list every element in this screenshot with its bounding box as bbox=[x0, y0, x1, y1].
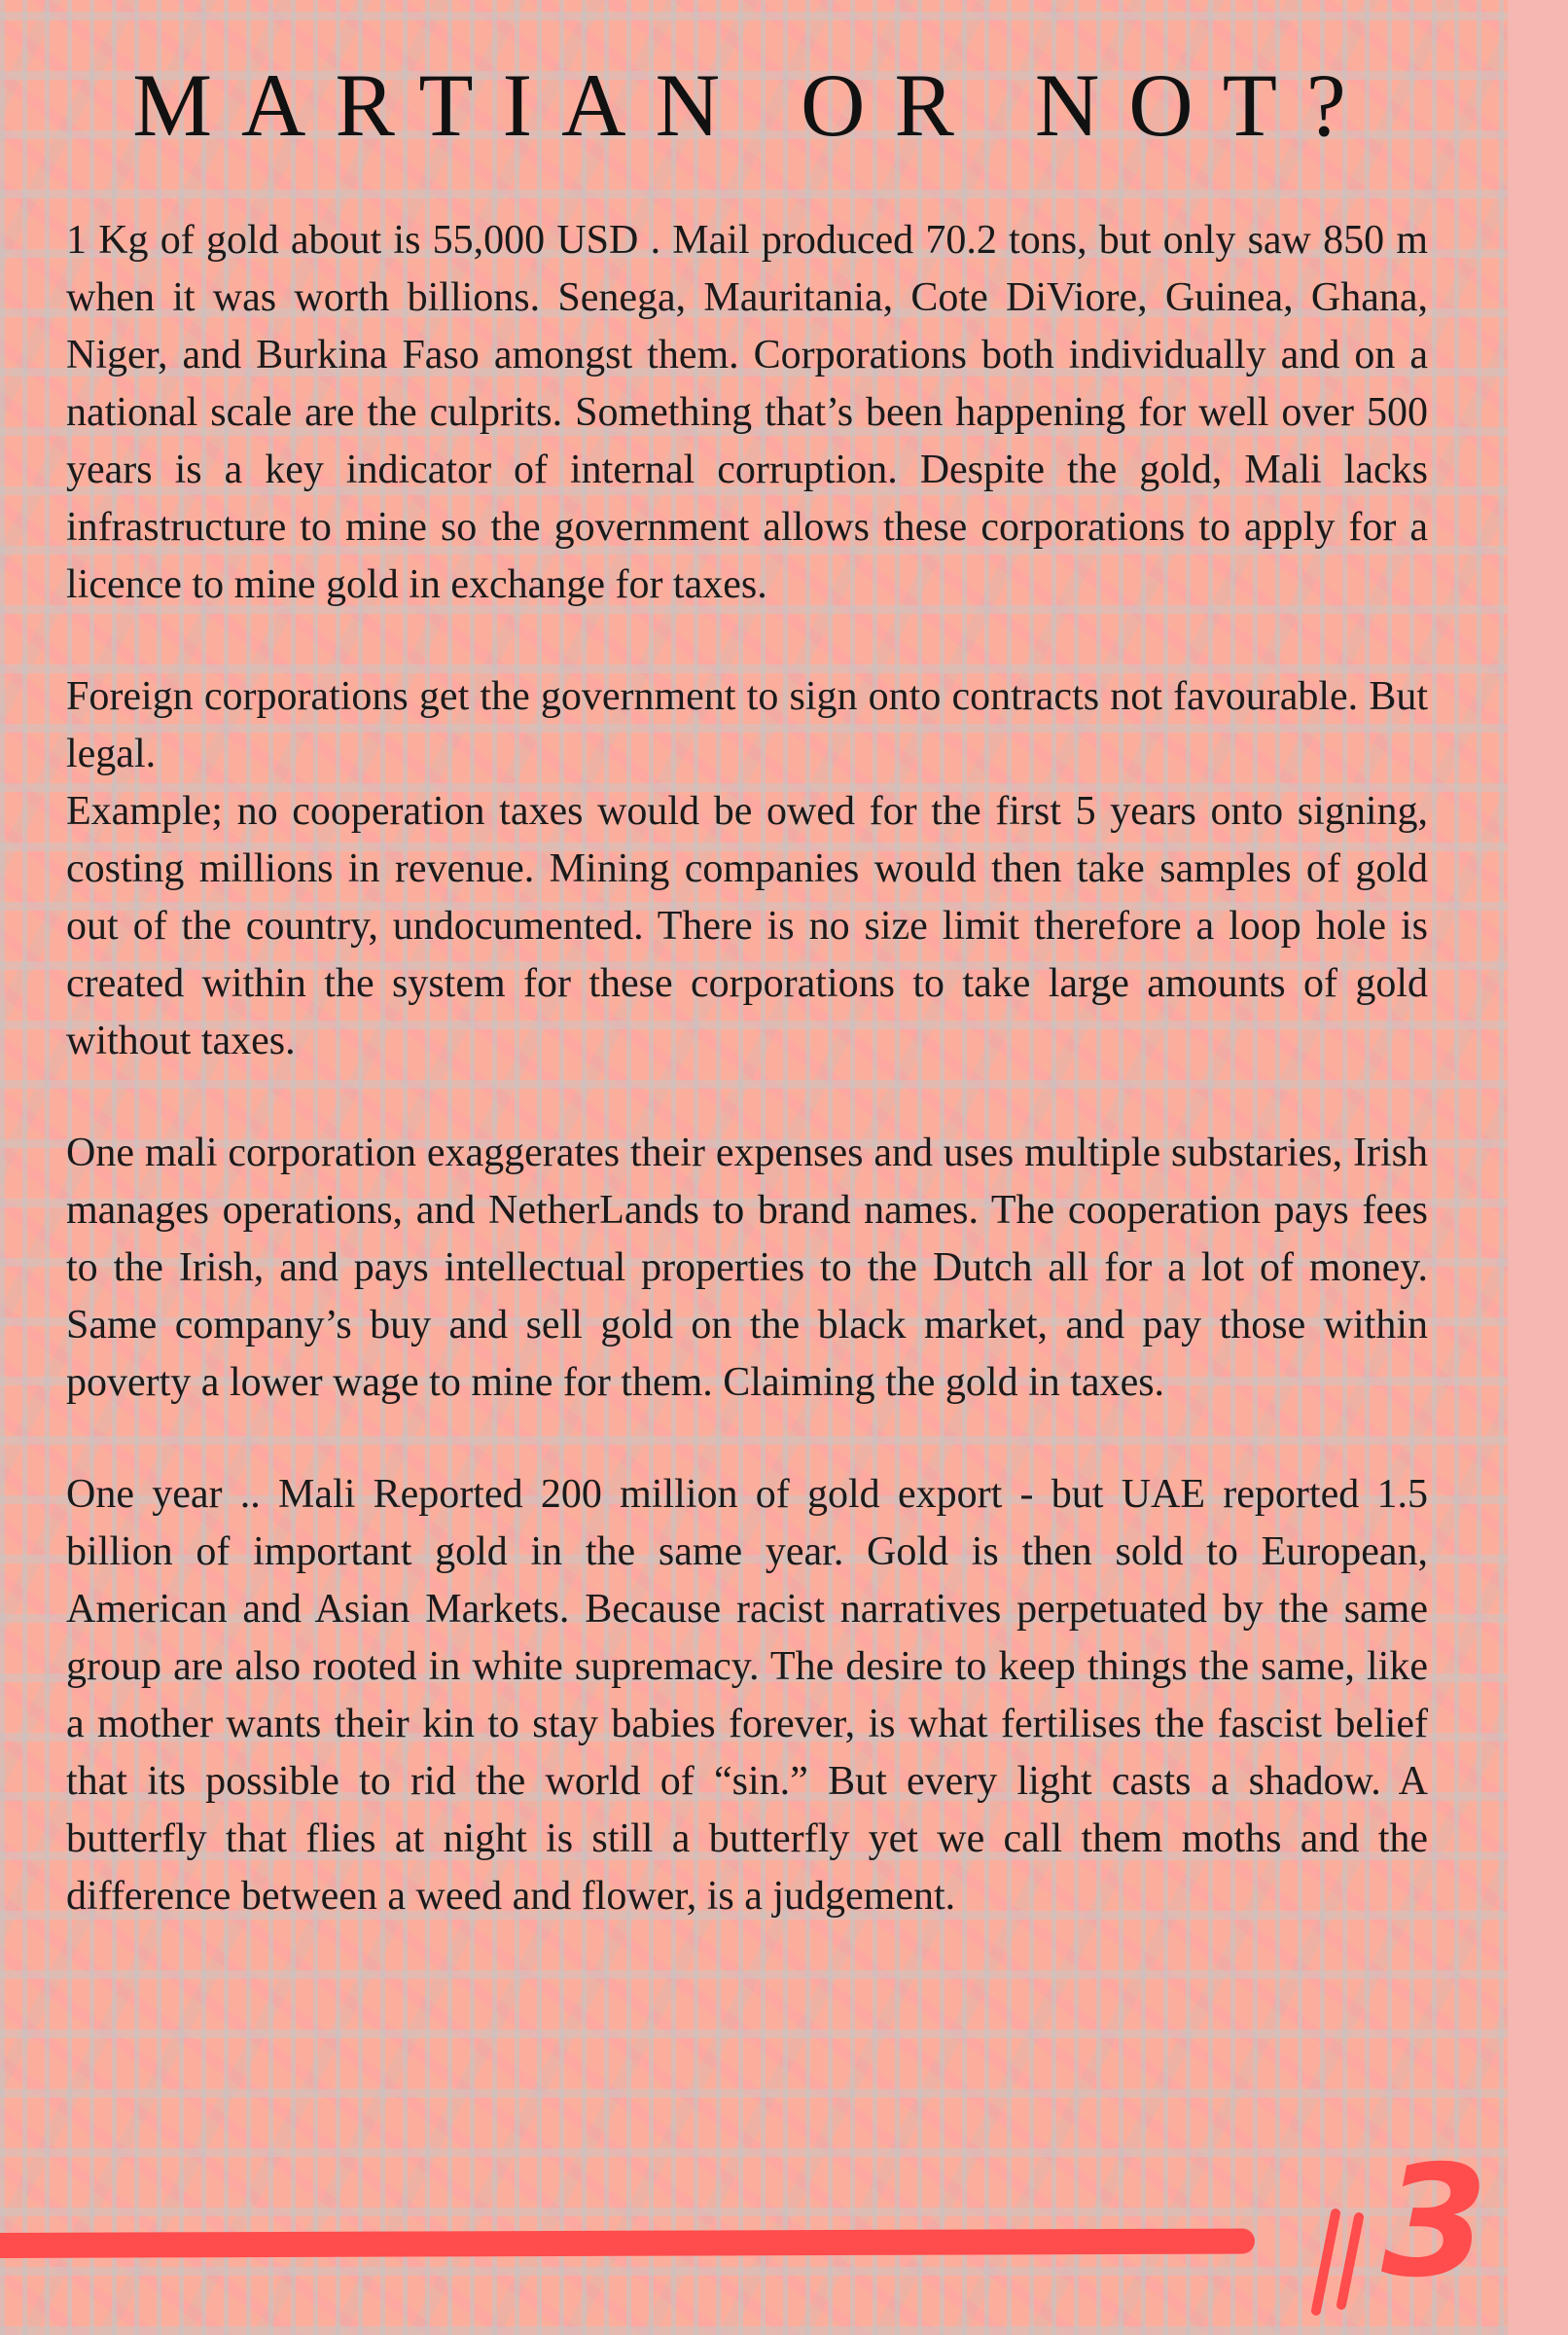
page-title: MARTIAN OR NOT? bbox=[132, 55, 1375, 155]
paragraph-4: One mali corporation exaggerates their expenses and uses multiple substaries, Irish manages operations, and NetherLands to brand names. The cooperation pays fees to the Irish, and pays intellectual properties to the Dutch all for a lot of money. Same company’s buy and sell gold on the black market, and pay those within poverty a lower wage to mine for them. Claiming the gold in taxes. bbox=[66, 1131, 1428, 1405]
red-brush-stroke bbox=[0, 2228, 1255, 2258]
paragraph-5: One year .. Mali Reported 200 million of gold export - but UAE reported 1.5 billion of important gold in the same year. Gold is then sold to European, American and Asian Markets. Because racist narratives perpetuated by the same group are also rooted in white supremacy. The desire to keep things the same, like a mother wants their kin to stay babies forever, is what fertilises the fascist belief that its possible to rid the world of “sin.” But every light casts a shadow. A butterfly that flies at night is still a butterfly yet we call them moths and the difference between a weed and flower, is a judgement. bbox=[66, 1472, 1428, 1919]
right-margin-strip bbox=[1508, 0, 1568, 2335]
brush-quote-mark-icon bbox=[1308, 2204, 1367, 2320]
paragraph-1: 1 Kg of gold about is 55,000 USD . Mail produced 70.2 tons, but only saw 850 m when it was worth billions. Senega, Mauritania, Cote DiViore, Guinea, Ghana, Niger, and Burkina Faso amongst them. Corporations both individually and on a national scale are the culprits. Something that’s been happening for well over 500 years is a key indicator of internal corruption. Despite the gold, Mali lacks infrastructure to mine so the government allows these corporations to apply for a licence to mine gold in exchange for taxes. bbox=[66, 218, 1428, 607]
paragraph-2: Foreign corporations get the government to sign onto contracts not favourable. But legal. bbox=[66, 674, 1428, 776]
paragraph-3: Example; no cooperation taxes would be owed for the first 5 years onto signing, costing millions in revenue. Mining companies would then take samples of gold out of the country, undocumented. There is no size limit therefore a loop hole is created within the system for these corporations to take large amounts of gold without taxes. bbox=[66, 789, 1428, 1063]
article-body bbox=[66, 212, 1428, 1980]
page-number: 3 bbox=[1381, 2133, 1488, 2312]
